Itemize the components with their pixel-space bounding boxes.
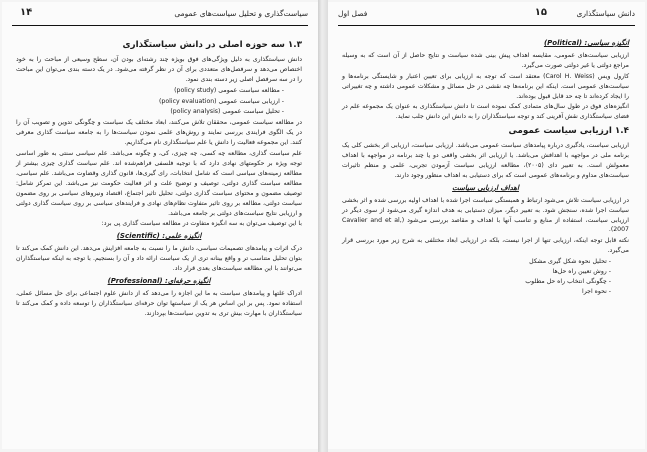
section-heading: ۱.۳ سه حوزه اصلی در دانش سیاستگذاری	[122, 40, 302, 50]
subsection-heading: اهداف ارزیابی سیاست	[452, 183, 519, 192]
paragraph: ارزیابی سیاست‌های عمومی، مقایسه اهداف پیش بینی شده سیاست و نتایج حاصل از آن است که به وسیله مراجع دولتی یا غیر دولتی صورت می‌گیرد.	[342, 51, 629, 69]
subsection-heading: انگیزه حرفه‌ای: (Professional)	[107, 276, 211, 285]
left-page-header	[12, 6, 308, 28]
header-rule	[338, 25, 635, 26]
paragraph: علم سیاست گذاری، مطالعه چه کسی، چه چیزی، کی، و چگونه می‌باشد. علم سیاسی سنتی به طور اساسی توجه ویژه بر حکومتهای نهادی دارد که با توجیه فلسفی فراهم‌شده اند. علم سیاست گذاری چیزی بیشتر از مطالعه زمینه‌های سیاسی است که شامل انتخابات، رای گیری‌ها، قانون گذاری وقضاوت می‌باشد. علم سیاسی، مطالعه سیاست گذاری دولتی، توصیف و توضیح علت و اثر فعالیت حکومت نیز می‌باشد. این تمرکز شامل: توصیف مضمون و محتوای سیاست گذاری دولتی، تحلیل تاثیر اجتماع، اقتصاد ونیروهای سیاسی بر روی مضمون سیاست دولتی، مطالعه بر روی تاثیر متفاوت نظام‌های نهادی و فرایندهای سیاسی بر روی سیاست گذاری دولتی و ارزیابی نتایج سیاست‌های دولتی بر جامعه می‌باشد.	[16, 150, 302, 217]
list-item: - تحلیل سیاست عمومی (policy analysis)	[170, 108, 284, 116]
running-title: سیاست‌گذاری و تحلیل سیاست‌های عمومی	[174, 9, 308, 18]
list-item: - ارزیابی سیاست عمومی (policy evaluation)	[159, 97, 284, 105]
paragraph: انگیزه‌های فوق در طول سال‌های متمادی کمک نموده است تا دانش سیاستگذاری به عنوان یک مجموعه علم در فضای سیاستگذاری نقش آفرینی کند و توجه سیاستگذاران را به دانش این دانش جلب نماید.	[342, 103, 629, 121]
page-number: ۱۴	[20, 7, 33, 18]
list-item: - تحلیل نحوه شکل گیری مشکل	[529, 258, 611, 266]
paragraph: ادراک علتها و پیامدهای سیاست به ما این اجازه را می‌دهد که از دانش علوم اجتماعی برای حل مسائل عملی، استفاده نمود. پس بر این اساس هر یک از سیاستها توان حرفه‌ای سیاستگذاران را توسعه داده و کمک می‌کند تا سیاستگذاران با مهارت بیش تری به تدوین سیاست‌ها بپردازند.	[16, 289, 302, 317]
left-page	[2, 2, 318, 449]
list-item: - مطالعه سیاست عمومی (policy study)	[174, 86, 284, 94]
subsection-heading: انگیزه سیاسی: (Political)	[543, 39, 629, 47]
running-title: دانش سیاستگذاری	[576, 9, 635, 18]
criteria-list	[342, 257, 629, 297]
paragraph: در مطالعه سیاست عمومی، محققان تلاش می‌کنند، ابعاد مختلف یک سیاست و چگونگی تدوین و تصویب آن را در یک الگوی فرایندی بررسی نمایند و روش‌های علمی نمودن سیاست‌ها را به جامعه سیاست گذاری معرفی کنند. این مجموعه فعالیت را دانش یا علم سیاستگذاری نام می‌گذاریم.	[16, 119, 302, 147]
book-gutter	[318, 0, 328, 452]
paragraph: با این توصیف می‌توان به سه انگیزه متفاوت در مطالعه سیاست گذاری پی برد:	[101, 220, 302, 228]
paragraph: دانش سیاستگذاری به دلیل ویژگی‌های فوق بویژه چند رشته‌ای بودن آن، سطح وسیعی از مباحث را به خود اختصاص می‌دهد و سرفصل‌های متعددی برای آن در نظر گرفته می‌شود. در یک دسته بندی می‌توان این مباحث را در سه سرفصل اصلی زیر دسته بندی نمود.	[16, 55, 302, 83]
subsection-heading: انگیزه علمی: (Scientific)	[116, 232, 202, 241]
list-item: - نحوه اجرا	[582, 287, 611, 295]
right-page-header	[338, 6, 635, 28]
chapter-label: فصل اول	[338, 9, 368, 18]
paragraph: ارزیابی سیاست، یادگیری درباره پیامدهای سیاست عمومی می‌باشد. ارزیابی سیاست، ارزیابی اثر بخشی کلی یک برنامه ملی در مواجهه با اهدافش می‌باشد. یا ارزیابی اثر بخشی واقعی دو یا چند برنامه در مواجهه با اهداف معمولش است. به تعبیر دای (۲۰۰۵)، مطالعه ارزیابی سیاست آزمودن تجربی، علمی و منظم تاثیرات سیاست‌های مداوم و برنامه‌های عمومی است که برای دستیابی به اهداف منظور وجود دارند.	[342, 142, 629, 179]
header-rule	[12, 25, 308, 26]
page-number: ۱۵	[534, 7, 547, 18]
right-page-body	[342, 36, 629, 297]
right-page	[328, 2, 645, 449]
paragraph: درک اثرات و پیامدهای تصمیمات سیاسی، دانش ما را نسبت به جامعه افزایش می‌دهد. این دانش کمک می‌کند تا بتوان تحلیل متناسب تر و واقع بینانه تری از یک سیاست ارائه داد و آن را بسنجیم. با توجه به اینکه سیاستگذاران می‌توانند با این مطالعه سیاست‌های بعدی قرار داد.	[16, 245, 302, 273]
paragraph: نکته قابل توجه اینکه، ارزیابی تنها از اجرا نیست، بلکه در ارزیابی ابعاد مختلفی به شرح زیر مورد بررسی قرار می‌گیرد.	[342, 237, 629, 255]
paragraph: کارول ویس (Carol H. Weiss) معتقد است که توجه به ارزیابی برای تعیین اعتبار و شایستگی برنامه‌ها و سیاست‌های عمومی است. اینکه این برنامه‌ها چه نقشی در حل مسائل و مشکلات عمومی داشته و چه تغییراتی را ایجاد کرده‌اند تا چه حد قابل قبول بوده‌اند.	[342, 72, 630, 100]
left-page-body	[16, 36, 302, 320]
list-item: - روش تعیین راه حل‌ها	[552, 268, 611, 276]
section-heading: ۱.۴ ارزیابی سیاست عمومی	[508, 126, 629, 137]
list-item: - چگونگی انتخاب راه حل مطلوب	[525, 277, 611, 285]
paragraph: در ارزیابی سیاست تلاش می‌شود ارتباط و همبستگی سیاست اجرا شده با اهداف اولیه بررسی شده و اثر بخشی سیاست اجرا شده، سنجش شود. به تعبیر دیگر، میزان دستیابی به هدف اندازه گیری می‌شود از سوی دیگر در ارزیابی سیاست، استفاده از منابع و تناسب آنها با اهداف و مقاصد بررسی می‌شود (Cavalier and et al, 2007).	[342, 196, 629, 234]
